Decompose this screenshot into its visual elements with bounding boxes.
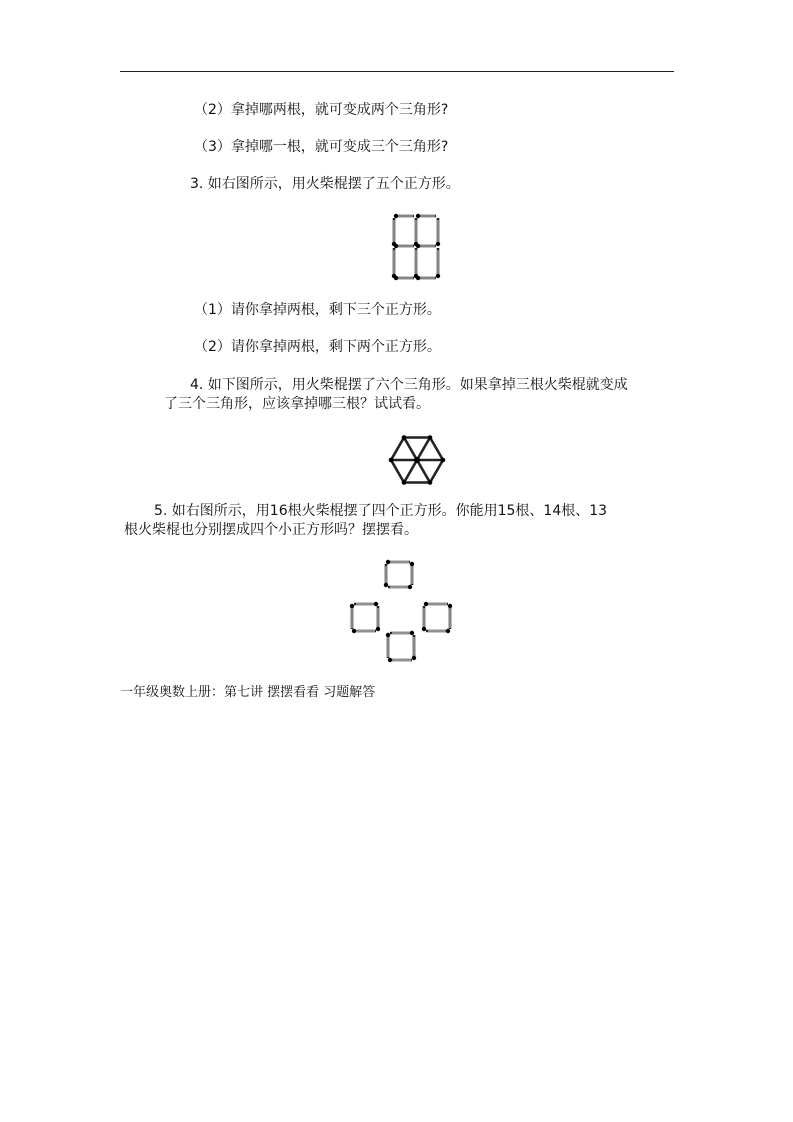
problem-4-text-line2: 了三个三角形，应该拿掉哪三根？试试看。 bbox=[164, 396, 430, 412]
square-left bbox=[350, 602, 380, 633]
question-2-3: （3）拿掉哪一根，就可变成三个三角形? bbox=[194, 139, 449, 155]
square-right bbox=[422, 602, 452, 633]
four-squares-figure bbox=[346, 556, 458, 666]
header-rule bbox=[120, 71, 674, 72]
six-triangles-figure bbox=[386, 430, 448, 490]
square-bottom bbox=[386, 631, 416, 662]
problem-5-text-line1: 5. 如右图所示，用16根火柴棍摆了四个正方形。你能用15根、14根、13 bbox=[154, 503, 608, 519]
page-footer: 一年级奥数上册：第七讲 摆摆看看 习题解答 bbox=[120, 685, 376, 700]
five-squares-sticks bbox=[394, 216, 438, 278]
question-3-2: （2）请你拿掉两根，剩下两个正方形。 bbox=[194, 339, 441, 355]
question-2-2: （2）拿掉哪两根，就可变成两个三角形? bbox=[194, 102, 449, 118]
five-squares-figure bbox=[388, 210, 444, 284]
square-top bbox=[384, 560, 414, 589]
question-3-1: （1）请你拿掉两根，剩下三个正方形。 bbox=[194, 302, 441, 318]
problem-3-text: 3. 如右图所示，用火柴棍摆了五个正方形。 bbox=[190, 176, 460, 192]
problem-4-text-line1: 4. 如下图所示，用火柴棍摆了六个三角形。如果拿掉三根火柴棍就变成 bbox=[190, 377, 628, 393]
problem-5-text-line2: 根火柴棍也分别摆成四个小正方形吗？摆摆看。 bbox=[124, 522, 418, 538]
